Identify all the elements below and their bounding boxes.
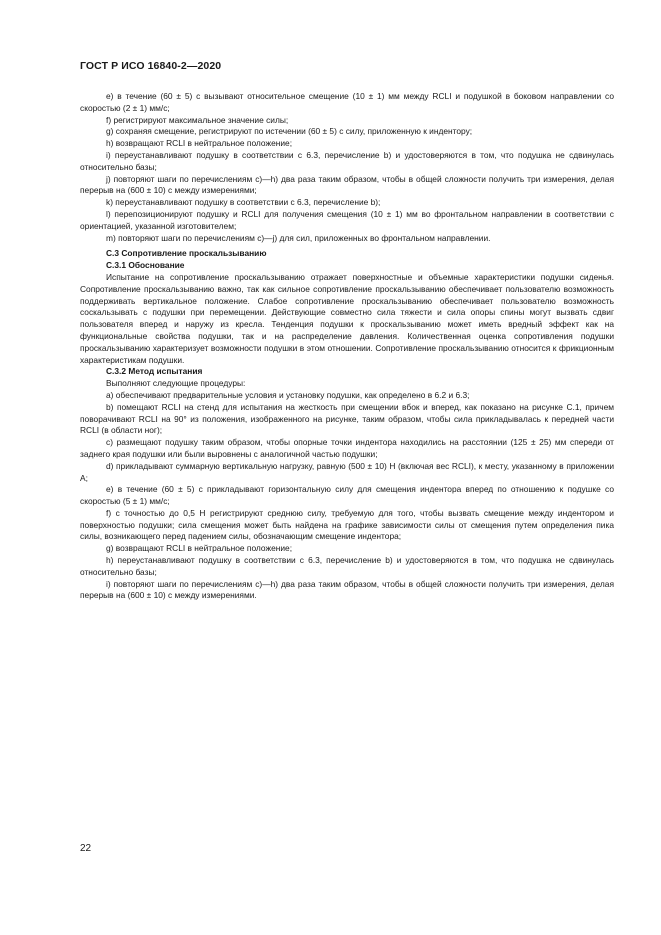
list-item: e) в течение (60 ± 5) с вызывают относительное смещение (10 ± 1) мм между RCLI и подушкой в боковом направлении со скоростью (2 ± 1) мм/с; bbox=[80, 91, 614, 113]
list-item: k) переустанавливают подушку в соответствии с 6.3, перечисление b); bbox=[106, 197, 381, 208]
list-item: g) сохраняя смещение, регистрируют по истечении (60 ± 5) с силу, приложенную к индентору; bbox=[106, 126, 473, 137]
page-content bbox=[80, 91, 614, 602]
subsection-heading-c31: С.3.1 Обоснование bbox=[106, 260, 185, 271]
list-item: f) регистрируют максимальное значение силы; bbox=[106, 114, 289, 125]
list-item: j) повторяют шаги по перечислениям с)—h) два раза таким образом, чтобы в общей сложности получить три измерения, делая перерыв на (600 ± 10) с между измерениями; bbox=[80, 173, 614, 196]
list-item: h) переустанавливают подушку в соответствии с 6.3, перечисление b) и удостоверяются в том, что подушка не сдвинулась относительно базы; bbox=[80, 555, 614, 577]
section-heading-c3: С.3 Сопротивление проскальзыванию bbox=[106, 248, 267, 259]
list-item: g) возвращают RCLI в нейтральное положение; bbox=[106, 543, 293, 554]
page-number: 22 bbox=[80, 843, 92, 854]
list-item: h) возвращают RCLI в нейтральное положение; bbox=[106, 138, 293, 149]
paragraph-intro: Выполняют следующие процедуры: bbox=[106, 378, 246, 389]
list-item: b) помещают RCLI на стенд для испытания на жесткость при смещении вбок и вперед, как показано на рисунке С.1, причем поворачивают RCLI на 90° из положения, изображенного на рисунке, таким образом, чтобы сила прикладывалась к передней части RCLI (в области ног); bbox=[80, 401, 614, 436]
list-item: f) с точностью до 0,5 Н регистрируют среднюю силу, требуемую для того, чтобы вызвать смещение между индентором и поверхностью подушки; сила смещения может быть найдена на графике зависимости силы от смещения путем определения пика силы, возникающего перед падением силы, обозначающим смещение индентора; bbox=[80, 507, 614, 542]
list-item: m) повторяют шаги по перечислениям с)—j) для сил, приложенных во фронтальном направлении. bbox=[106, 232, 491, 243]
list-item: d) прикладывают суммарную вертикальную нагрузку, равную (500 ± 10) Н (включая вес RCLI), к месту, указанному в приложении А; bbox=[80, 460, 614, 483]
list-item: e) в течение (60 ± 5) с прикладывают горизонтальную силу для смещения индентора вперед по отношению к подушке со скоростью (5 ± 1) мм/с; bbox=[80, 484, 614, 507]
list-item: l) перепозиционируют подушку и RCLI для получения смещения (10 ± 1) мм во фронтальном направлении в соответствии с ориентацией, указанной изготовителем; bbox=[80, 208, 614, 231]
list-item: a) обеспечивают предварительные условия и установку подушки, как определено в 6.2 и 6.3; bbox=[106, 389, 470, 400]
paragraph-rationale: Испытание на сопротивление проскальзыванию отражает поверхностные и объемные характеристики подушки сиденья. Сопротивление проскальзыванию важно, так как сильное сопротивление проскальзыванию обеспечивает пользователю возможность поддерживать вертикальное положение. Слабое сопротивление проскальзыванию обеспечивает пользователю возможность соскальзывать с подушки при перемещении. Действующие совместно сила тяжести и сила опоры спины могут вызвать сдвиг пользователя вперед и наружу из кресла. Тенденция подушки к проскальзыванию может иметь вредный эффект как на функциональные свойства подушки, так и на распределение давления. Количественная оценка сопротивления подушки проскальзыванию характеризует возможности подушки в этом отношении. Сопротивление проскальзыванию относится к фрикционным характеристикам подушки. bbox=[80, 271, 614, 365]
document-header: ГОСТ Р ИСО 16840-2—2020 bbox=[80, 60, 222, 72]
list-item: i) переустанавливают подушку в соответствии с 6.3, перечисление b) и удостоверяются в том, что подушка не сдвинулась относительно базы; bbox=[80, 149, 614, 172]
list-item: c) размещают подушку таким образом, чтобы опорные точки индентора находились на расстоянии (125 ± 25) мм спереди от заднего края подушки или были выровнены с аналогичной частью подушки; bbox=[80, 437, 614, 459]
subsection-heading-c32: С.3.2 Метод испытания bbox=[106, 366, 203, 377]
list-item: i) повторяют шаги по перечислениям с)—h) два раза таким образом, чтобы в общей сложности получить три измерения, делая перерыв на (600 ± 10) с между измерениями. bbox=[80, 578, 614, 601]
